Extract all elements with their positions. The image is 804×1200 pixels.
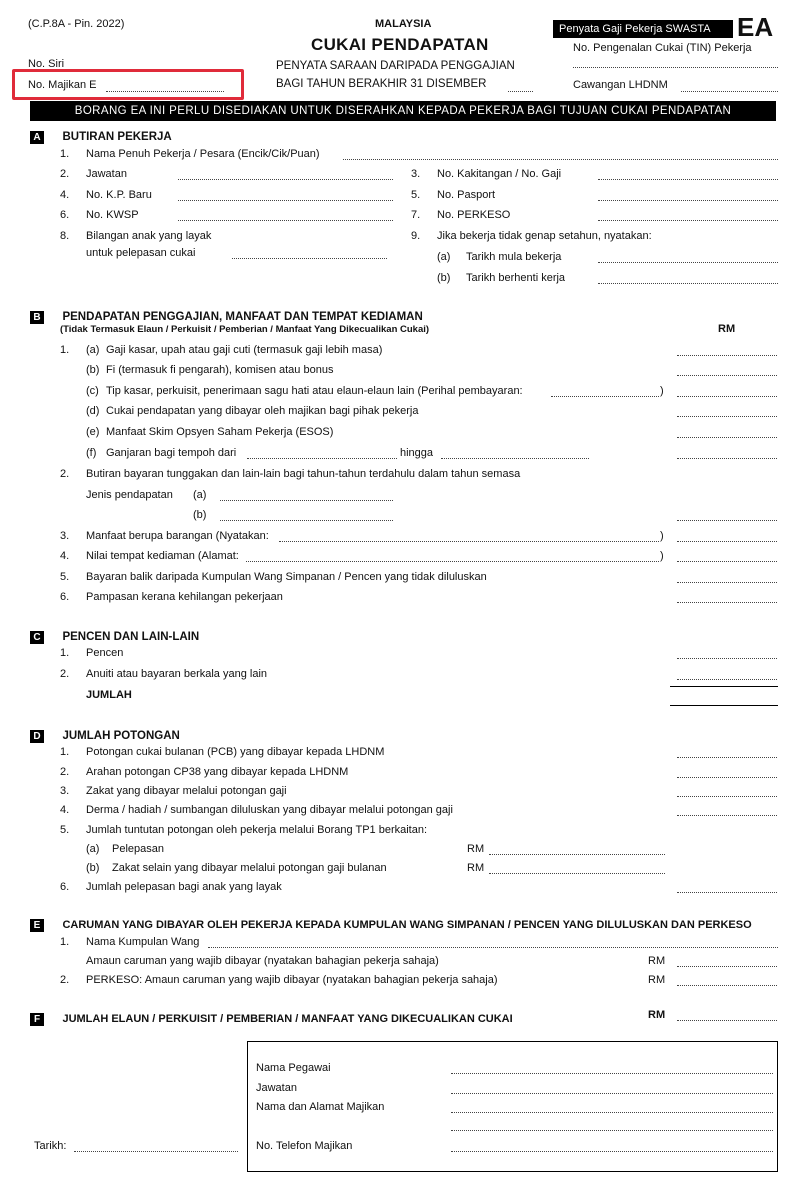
section-f-title: JUMLAH ELAUN / PERKUISIT / PEMBERIAN / MANFAAT YANG DIKECUALIKAN CUKAI	[62, 1013, 513, 1025]
esos-amount[interactable]	[677, 437, 777, 438]
item-number: 2.	[60, 974, 70, 986]
telefon-majikan-field[interactable]	[451, 1151, 773, 1152]
kumpulan-wang-field[interactable]	[208, 947, 778, 948]
pcb-amount[interactable]	[677, 757, 777, 758]
hingga-label: hingga	[400, 447, 434, 459]
pelepasan-label: Pelepasan	[112, 843, 164, 855]
tunggakan-label: Butiran bayaran tunggakan dan lain-lain bagi tahun-tahun terdahulu dalam tahun semasa	[86, 468, 521, 480]
rm-label: RM	[648, 1009, 666, 1021]
jawatan-pegawai-field[interactable]	[451, 1093, 773, 1094]
zakat-lain-amount[interactable]	[489, 873, 665, 874]
item-number: 3.	[411, 168, 421, 180]
section-a-title: BUTIRAN PEKERJA	[62, 131, 172, 143]
cawangan-label: Cawangan LHDNM	[573, 79, 668, 91]
nama-pegawai-label: Nama Pegawai	[256, 1062, 331, 1074]
close-paren: )	[660, 550, 664, 562]
sub-item-letter: (b)	[193, 509, 207, 521]
ganjaran-amount[interactable]	[677, 458, 777, 459]
sub-item-letter: (b)	[86, 364, 100, 376]
sub-item-letter: (f)	[86, 447, 97, 459]
close-paren: )	[660, 530, 664, 542]
form-subtitle-2: BAGI TAHUN BERAKHIR 31 DISEMBER	[276, 78, 487, 90]
ganjaran-hingga-field[interactable]	[441, 458, 589, 459]
tempat-kediaman-field[interactable]	[246, 561, 659, 562]
no-perkeso-field[interactable]	[598, 220, 778, 221]
zakat-lain-label: Zakat selain yang dibayar melalui potongan gaji bulanan	[112, 862, 387, 874]
pelepasan-anak-label: Jumlah pelepasan bagi anak yang layak	[86, 881, 282, 893]
tin-field[interactable]	[573, 67, 778, 68]
item-number: 8.	[60, 230, 70, 242]
zakat-amount[interactable]	[677, 796, 777, 797]
pencen-label: Pencen	[86, 647, 124, 659]
cukai-dibayar-amount[interactable]	[677, 416, 777, 417]
sub-item-letter: (a)	[86, 843, 100, 855]
nama-penuh-field[interactable]	[343, 159, 778, 160]
fi-komisen-amount[interactable]	[677, 375, 777, 376]
bayaran-balik-label: Bayaran balik daripada Kumpulan Wang Simpanan / Pencen yang tidak diluluskan	[86, 571, 487, 583]
no-kp-label: No. K.P. Baru	[86, 189, 152, 201]
no-majikan-label: No. Majikan E	[28, 79, 97, 91]
amaun-caruman-amount[interactable]	[677, 966, 777, 967]
section-b-note: (Tidak Termasuk Elaun / Perkuisit / Pemberian / Manfaat Yang Dikecualikan Cukai)	[60, 324, 430, 335]
no-perkeso-label: No. PERKESO	[437, 209, 511, 221]
jawatan-field[interactable]	[178, 179, 393, 180]
alamat-majikan-field-2[interactable]	[451, 1130, 773, 1131]
tip-kasar-amount[interactable]	[677, 396, 777, 397]
sub-item-letter: (a)	[86, 344, 100, 356]
item-number: 4.	[60, 804, 70, 816]
manfaat-barangan-amount[interactable]	[677, 541, 777, 542]
perkeso-caruman-amount[interactable]	[677, 985, 777, 986]
no-kwsp-field[interactable]	[178, 220, 393, 221]
ganjaran-label: Ganjaran bagi tempoh dari	[106, 447, 237, 459]
item-number: 2.	[60, 766, 70, 778]
no-kakitangan-label: No. Kakitangan / No. Gaji	[437, 168, 562, 180]
total-rule-bottom	[670, 705, 778, 706]
item-number: 2.	[60, 668, 70, 680]
alamat-majikan-field[interactable]	[451, 1112, 773, 1113]
gaji-kasar-amount[interactable]	[677, 355, 777, 356]
sub-item-letter: (c)	[86, 385, 99, 397]
jenis-pendapatan-label: Jenis pendapatan	[86, 489, 173, 501]
sub-item-letter: (b)	[437, 272, 451, 284]
rm-label: RM	[467, 843, 485, 855]
derma-label: Derma / hadiah / sumbangan diluluskan yang dibayar melalui potongan gaji	[86, 804, 453, 816]
jumlah-label: JUMLAH	[86, 689, 132, 701]
section-f-badge: F	[30, 1013, 44, 1026]
section-e-title: CARUMAN YANG DIBAYAR OLEH PEKERJA KEPADA KUMPULAN WANG SIMPANAN / PENCEN YANG DILULUSKAN DAN PERKESO	[62, 919, 752, 931]
item-number: 6.	[60, 591, 70, 603]
esos-label: Manfaat Skim Opsyen Saham Pekerja (ESOS)	[106, 426, 334, 438]
tin-label: No. Pengenalan Cukai (TIN) Pekerja	[573, 42, 752, 54]
bilangan-anak-field[interactable]	[232, 258, 387, 259]
ea-form-id: EA	[737, 12, 774, 42]
no-majikan-field[interactable]	[106, 91, 224, 92]
nama-penuh-label: Nama Penuh Pekerja / Pesara (Encik/Cik/Puan)	[86, 148, 320, 160]
rm-column-header: RM	[718, 323, 736, 335]
item-number: 6.	[60, 209, 70, 221]
no-kp-field[interactable]	[178, 200, 393, 201]
item-number: 5.	[411, 189, 421, 201]
section-b-header	[30, 307, 423, 325]
no-pasport-label: No. Pasport	[437, 189, 496, 201]
section-e-header	[30, 915, 752, 933]
anuiti-label: Anuiti atau bayaran berkala yang lain	[86, 668, 268, 680]
form-title: CUKAI PENDAPATAN	[311, 35, 489, 54]
section-a-badge: A	[30, 131, 44, 144]
tempat-kediaman-amount[interactable]	[677, 561, 777, 562]
telefon-majikan-label: No. Telefon Majikan	[256, 1140, 353, 1152]
item-number: 1.	[60, 936, 70, 948]
pampasan-label: Pampasan kerana kehilangan pekerjaan	[86, 591, 283, 603]
manfaat-barangan-field[interactable]	[279, 541, 659, 542]
rm-label: RM	[648, 974, 666, 986]
no-kwsp-label: No. KWSP	[86, 209, 139, 221]
ganjaran-dari-field[interactable]	[247, 458, 397, 459]
section-e-badge: E	[30, 919, 44, 932]
anuiti-amount[interactable]	[677, 679, 777, 680]
dikecualikan-amount[interactable]	[677, 1020, 777, 1021]
item-number: 2.	[60, 168, 70, 180]
form-subtitle-1: PENYATA SARAAN DARIPADA PENGGAJIAN	[276, 60, 515, 72]
tp1-label: Jumlah tuntutan potongan oleh pekerja melalui Borang TP1 berkaitan:	[86, 824, 428, 836]
derma-amount[interactable]	[677, 815, 777, 816]
pelepasan-amount[interactable]	[489, 854, 665, 855]
sub-item-letter: (a)	[193, 489, 207, 501]
no-siri-label: No. Siri	[28, 58, 65, 70]
item-number: 3.	[60, 530, 70, 542]
employee-type-tag-label: Penyata Gaji Pekerja SWASTA	[559, 23, 711, 35]
item-number: 1.	[60, 148, 70, 160]
tarikh-berhenti-field[interactable]	[598, 283, 778, 284]
gaji-kasar-label: Gaji kasar, upah atau gaji cuti (termasuk gaji lebih masa)	[106, 344, 383, 356]
item-number: 9.	[411, 230, 421, 242]
bilangan-anak-label: Bilangan anak yang layak	[86, 230, 212, 242]
sub-item-letter: (e)	[86, 426, 100, 438]
sub-item-letter: (d)	[86, 405, 100, 417]
form-code: (C.P.8A - Pin. 2022)	[28, 18, 125, 30]
item-number: 2.	[60, 468, 70, 480]
fi-komisen-label: Fi (termasuk fi pengarah), komisen atau bonus	[106, 364, 334, 376]
perihal-pembayaran-field[interactable]	[551, 396, 659, 397]
item-number: 4.	[60, 189, 70, 201]
item-number: 7.	[411, 209, 421, 221]
tarikh-label: Tarikh:	[34, 1140, 67, 1152]
instruction-banner: BORANG EA INI PERLU DISEDIAKAN UNTUK DISERAHKAN KEPADA PEKERJA BAGI TUJUAN CUKAI PENDAPATAN	[30, 101, 776, 121]
country-label: MALAYSIA	[375, 18, 432, 30]
item-number: 1.	[60, 647, 70, 659]
bayaran-balik-amount[interactable]	[677, 582, 777, 583]
zakat-label: Zakat yang dibayar melalui potongan gaji	[86, 785, 287, 797]
section-b-title: PENDAPATAN PENGGAJIAN, MANFAAT DAN TEMPAT KEDIAMAN	[62, 311, 423, 323]
jawatan-label: Jawatan	[86, 168, 127, 180]
section-c-header	[30, 627, 199, 645]
tunggakan-amount[interactable]	[677, 520, 777, 521]
section-a-header	[30, 127, 172, 145]
pcb-label: Potongan cukai bulanan (PCB) yang dibayar kepada LHDNM	[86, 746, 385, 758]
pencen-amount[interactable]	[677, 658, 777, 659]
pampasan-amount[interactable]	[677, 602, 777, 603]
tarikh-berhenti-label: Tarikh berhenti kerja	[466, 272, 566, 284]
section-d-badge: D	[30, 730, 44, 743]
sub-item-letter: (b)	[86, 862, 100, 874]
item-number: 5.	[60, 571, 70, 583]
item-number: 1.	[60, 746, 70, 758]
jenis-pendapatan-b-field[interactable]	[220, 520, 393, 521]
jawatan-pegawai-label: Jawatan	[256, 1082, 297, 1094]
section-c-badge: C	[30, 631, 44, 644]
rm-label: RM	[467, 862, 485, 874]
section-d-header	[30, 726, 180, 744]
section-f-header	[30, 1009, 513, 1027]
section-b-badge: B	[30, 311, 44, 324]
amaun-caruman-label: Amaun caruman yang wajib dibayar (nyatakan bahagian pekerja sahaja)	[86, 955, 439, 967]
section-d-title: JUMLAH POTONGAN	[62, 730, 180, 742]
nama-pegawai-field[interactable]	[451, 1073, 773, 1074]
item-number: 4.	[60, 550, 70, 562]
tarikh-field[interactable]	[74, 1151, 238, 1152]
section-c-title: PENCEN DAN LAIN-LAIN	[62, 631, 200, 643]
tarikh-mula-label: Tarikh mula bekerja	[466, 251, 562, 263]
manfaat-barangan-label: Manfaat berupa barangan (Nyatakan:	[86, 530, 269, 542]
rm-label: RM	[648, 955, 666, 967]
cp38-amount[interactable]	[677, 777, 777, 778]
alamat-majikan-label: Nama dan Alamat Majikan	[256, 1101, 385, 1113]
tempat-kediaman-label: Nilai tempat kediaman (Alamat:	[86, 550, 239, 562]
bilangan-anak-label-2: untuk pelepasan cukai	[86, 247, 196, 259]
cp38-label: Arahan potongan CP38 yang dibayar kepada LHDNM	[86, 766, 349, 778]
pelepasan-anak-amount[interactable]	[677, 892, 777, 893]
tidak-genap-label: Jika bekerja tidak genap setahun, nyatakan:	[437, 230, 652, 242]
no-pasport-field[interactable]	[598, 200, 778, 201]
cukai-dibayar-label: Cukai pendapatan yang dibayar oleh majikan bagi pihak pekerja	[106, 405, 419, 417]
sub-item-letter: (a)	[437, 251, 451, 263]
kumpulan-wang-label: Nama Kumpulan Wang	[86, 936, 200, 948]
perkeso-caruman-label: PERKESO: Amaun caruman yang wajib dibayar (nyatakan bahagian pekerja sahaja)	[86, 974, 498, 986]
item-number: 1.	[60, 344, 70, 356]
tarikh-mula-field[interactable]	[598, 262, 778, 263]
close-paren: )	[660, 385, 664, 397]
no-kakitangan-field[interactable]	[598, 179, 778, 180]
jenis-pendapatan-a-field[interactable]	[220, 500, 393, 501]
item-number: 3.	[60, 785, 70, 797]
total-rule-top	[670, 686, 778, 687]
item-number: 6.	[60, 881, 70, 893]
item-number: 5.	[60, 824, 70, 836]
tip-kasar-label: Tip kasar, perkuisit, penerimaan sagu hati atau elaun-elaun lain (Perihal pembayaran:	[106, 385, 523, 397]
cawangan-field[interactable]	[681, 91, 778, 92]
